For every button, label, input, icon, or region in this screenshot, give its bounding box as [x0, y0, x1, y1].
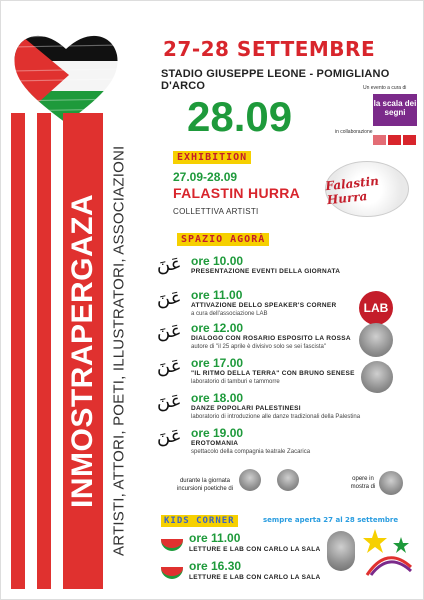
event-description: laboratorio di introduzione alle danze tradizionali della Palestina: [191, 414, 361, 420]
event-time: ore 17.00: [191, 356, 244, 370]
event-title: DANZE POPOLARI PALESTINESI: [191, 405, 301, 412]
event-description: laboratorio di tamburi e tammorre: [191, 379, 280, 385]
agora-label: SPAZIO AGORÀ: [177, 233, 269, 246]
event-title: "IL RITMO DELLA TERRA" CON BRUNO SENESE: [191, 370, 355, 377]
watermelon-icon: [161, 567, 183, 579]
event-dates: 27-28 SETTEMBRE: [163, 37, 376, 61]
event-venue: STADIO GIUSEPPE LEONE - POMIGLIANO D'ARCO: [161, 68, 390, 92]
collab-logo: [403, 135, 416, 145]
arabic-calligraphy-icon: عَنَ: [157, 426, 182, 447]
event-description: autore di "il 25 aprile è divisivo solo se sei fascista": [191, 344, 326, 350]
speaker-photo: [359, 323, 393, 357]
arabic-calligraphy-icon: عَنَ: [157, 321, 182, 342]
event-title: PRESENTAZIONE EVENTI DELLA GIORNATA: [191, 268, 341, 275]
poet-photo: [277, 469, 299, 491]
exhibition-dates: 27.09-28.09: [173, 170, 238, 184]
event-title: DIALOGO CON ROSARIO ESPOSITO LA ROSSA: [191, 335, 351, 342]
event-time: ore 18.00: [191, 391, 244, 405]
vertical-ribbon: [11, 113, 147, 589]
poet-photo: [239, 469, 261, 491]
collab-logo: [388, 135, 401, 145]
event-time: ore 11.00: [189, 531, 241, 545]
watermelon-icon: [161, 539, 183, 551]
event-time: ore 12.00: [191, 321, 244, 335]
poetry-note-line: incursioni poetiche di: [176, 486, 234, 492]
vertical-title: INMOSTRAPERGAZA: [66, 193, 99, 509]
event-time: ore 11.00: [191, 288, 243, 302]
storyteller-photo: [327, 531, 355, 571]
event-title: LETTURE E LAB CON CARLO LA SALA: [189, 546, 321, 553]
collab-logos: [373, 135, 417, 145]
collab-logo: [373, 135, 386, 145]
arabic-calligraphy-icon: عَنَ: [157, 356, 182, 377]
works-note-line: mostra di: [350, 484, 376, 490]
poetry-note: [167, 477, 243, 493]
lab-logo: LAB: [359, 291, 393, 325]
exhibition-subtitle: COLLETTIVA ARTISTI: [173, 207, 259, 216]
event-time: ore 10.00: [191, 254, 244, 268]
arabic-calligraphy-icon: عَنَ: [157, 391, 182, 412]
kids-corner-label: KIDS CORNER: [161, 515, 238, 527]
event-title: LETTURE E LAB CON CARLO LA SALA: [189, 574, 321, 581]
works-note-line: opere in: [352, 476, 374, 482]
stars-rainbow-icon: [361, 527, 413, 577]
ribbon-stripe: [37, 113, 51, 589]
event-title: EROTOMANIA: [191, 440, 239, 447]
arabic-calligraphy-icon: عَنَ: [157, 288, 182, 309]
palestine-heart-icon: [11, 27, 121, 127]
arabic-calligraphy-icon: عَنَ: [157, 254, 182, 275]
collab-label: in collaborazione: [335, 129, 373, 135]
exhibition-title: FALASTIN HURRA: [173, 185, 301, 201]
organizer-label: Un evento a cura di: [363, 85, 407, 91]
event-time: ore 16.30: [189, 559, 242, 573]
kids-corner-note: sempre aperta 27 al 28 settembre: [263, 516, 399, 524]
event-title: ATTIVAZIONE DELLO SPEAKER'S CORNER: [191, 302, 337, 309]
artist-photo: [379, 471, 403, 495]
event-time: ore 19.00: [191, 426, 244, 440]
speaker-photo: [361, 361, 393, 393]
artwork-lettering: Falastin Hurra: [324, 173, 380, 208]
works-note: [345, 475, 381, 491]
poetry-note-line: durante la giornata: [179, 478, 231, 484]
organizer-logo: la scala dei segni: [373, 94, 417, 126]
event-description: a cura dell'associazione LAB: [191, 311, 268, 317]
ribbon-stripe: [11, 113, 25, 589]
day-heading: 28.09: [187, 93, 293, 140]
falastin-hurra-artwork: [325, 161, 409, 217]
exhibition-label: EXHIBITION: [173, 151, 251, 164]
event-description: spettacolo della compagnia teatrale Zacarica: [191, 449, 311, 455]
vertical-subtitle: ARTISTI, ATTORI, POETI, ILLUSTRATORI, ASSOCIAZIONI: [110, 145, 128, 557]
